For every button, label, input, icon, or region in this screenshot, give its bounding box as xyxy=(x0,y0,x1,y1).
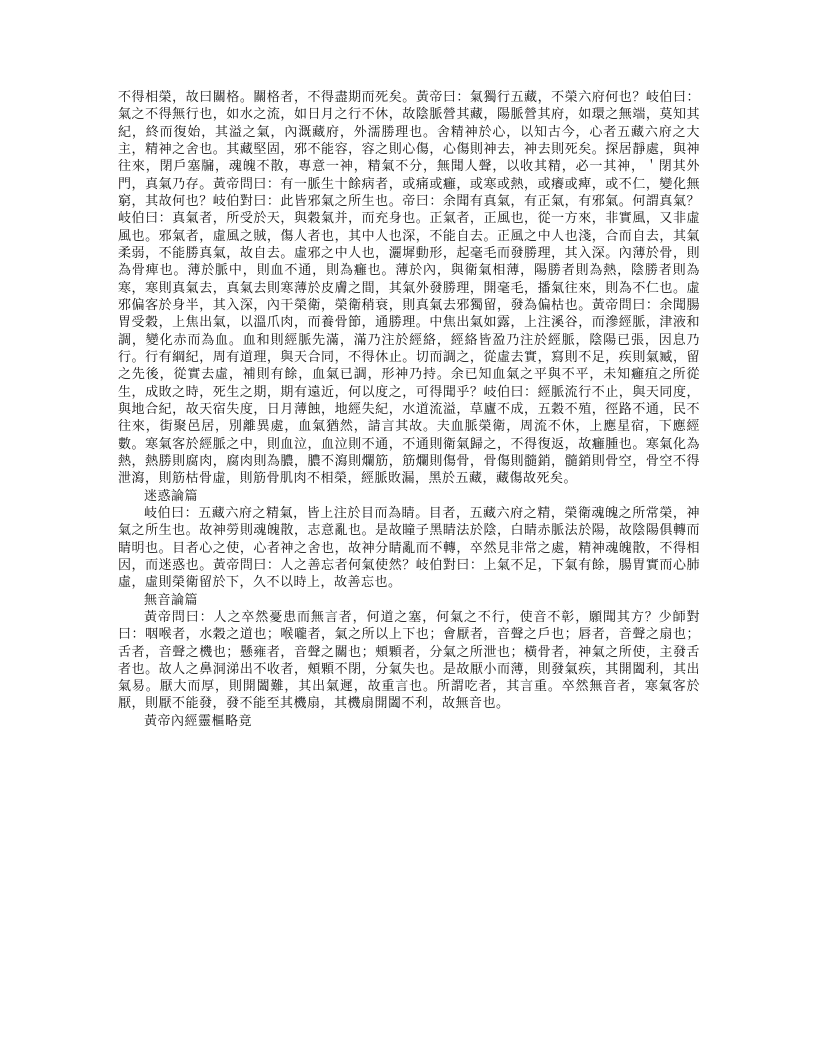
section-heading: 迷惑論篇 xyxy=(144,487,199,503)
body-paragraph: 不得相榮，故曰關格。關格者，不得盡期而死矣。黃帝曰：氣獨行五藏，不榮六府何也？岐伯曰：氣之不得無行也，如水之流，如日月之行不休，故陰脈營其藏，陽脈營其府，如環之無端，莫知其紀，終而復始，其溢之氣，內溉藏府，外濡勝理也。舍精神於心，以知古今，心者五藏六府之大主，精神之舍也。其藏堅固，邪不能容，容之則心傷，心傷則神去，神去則死矣。探居靜處，與神往來，閉戶塞牖，魂魄不散，專意一神，精氣不分，無聞人聲，以收其精，必一其神，＇閉其外門，真氣乃存。黃帝問曰：有一脈生十餘病者，或痛或癰，或寒或熱，或癢或痺，或不仁，變化無窮，其故何也？岐伯對曰：此皆邪氣之所生也。帝曰：余聞有真氣，有正氣，有邪氣。何謂真氣？岐伯曰：真氣者，所受於天，與穀氣并，而充身也。正氣者，正風也，從一方來，非實風，又非虛風也。邪氣者，虛風之賊，傷人者也，其中人也深，不能自去。正風之中人也淺，合而自去，其氣柔弱，不能勝真氣，故自去。虛邪之中人也，灑墀動形，起毫毛而發勝理，其入深。內薄於骨，則為骨痺也。薄於脈中，則血不通，則為癰也。薄於內，與衛氣相薄，陽勝者則為熱，陰勝者則為寒，寒則真氣去，真氣去則寒薄於皮膚之間，其氣外發勝理，開毫毛，播氣往來，則為不仁也。虛邪偏客於身半，其入深，內干榮衛，榮衛稍衰，則真氣去邪獨留，發為偏枯也。黃帝問曰：余聞腸胃受穀，上焦出氣，以溫爪肉，而養骨節，通勝理。中焦出氣如露，上注溪谷，而滲經脈，津液和調，變化赤而為血。血和則經脈先滿，滿乃注於經絡，經絡皆盈乃注於經脈，陰陽已張，因息乃行。行有綱紀，周有道理，與天合同，不得休止。切而調之，從虛去實，寫則不足，疾則氣臧，留之先後，從實去虛，補則有餘，血氣已調，形神乃持。余已知血氣之平與不平，未知癰疽之所從生，成敗之時，死生之期，期有遠近，何以度之，可得聞乎？岐伯曰：經脈流行不止，與天同度，與地合紀，故天宿失度，日月薄蝕，地經失紀，水道流溢，草廬不成，五穀不殖，徑路不通，民不往來，街聚邑居，別離異處，血氣猶然，請言其故。夫血脈榮衛，周流不休，上應星宿，下應經數。寒氣客於經脈之中，則血泣，血泣則不通，不通則衛氣歸之，不得復返，故癰腫也。寒氣化為熱，熱勝則腐肉，腐肉則為膿，膿不瀉則爛筋，筋爛則傷骨，骨傷則髓銷，髓銷則骨空，骨空不得泄瀉，則筋枯骨虛，則筋骨肌肉不相榮，經脈敗漏，黑於五藏，藏傷故死矣。 xyxy=(118,89,700,486)
colophon-line: 黃帝內經靈樞略竟 xyxy=(144,712,253,728)
section-heading: 無音論篇 xyxy=(144,591,199,607)
body-paragraph: 黃帝問曰：人之卒然憂患而無言者，何道之塞，何氣之不行，使音不彰，願聞其方？少師對曰：咽喉者，水穀之道也；喉嚨者，氣之所以上下也；會厭者，音聲之戶也；唇者，音聲之扇也；舌者，音聲之機也；懸雍者，音聲之關也；頰顆者，分氣之所泄也；橫骨者，神氣之所使，主發舌者也。故人之鼻洞涕出不收者，頰顆不閉，分氣失也。是故厭小而薄，則發氣疾，其開闔利，其出氣易。厭大而厚，則開闔難，其出氣遲，故重言也。所謂吃者，其言重。卒然無音者，寒氣客於厭，則厭不能發，發不能至其機扇，其機扇開闔不利，故無音也。 xyxy=(118,608,700,711)
text-block xyxy=(118,88,700,729)
body-paragraph: 岐伯曰：五藏六府之精氣，皆上注於目而為睛。目者，五藏六府之精，榮衛魂魄之所常榮，神氣之所生也。故神勞則魂魄散，志意亂也。是故瞳子黑睛法於陰，白睛赤脈法於陽，故陰陽俱轉而睛明也。目者心之使，心者神之舍也，故神分睛亂而不轉，卒然見非常之處，精神魂魄散，不得相因，而迷惑也。黃帝問曰：人之善忘者何氣使然？岐伯對曰：上氣不足，下氣有餘，腸胃實而心肺虛，虛則榮衛留於下，久不以時上，故善忘也。 xyxy=(118,504,700,590)
